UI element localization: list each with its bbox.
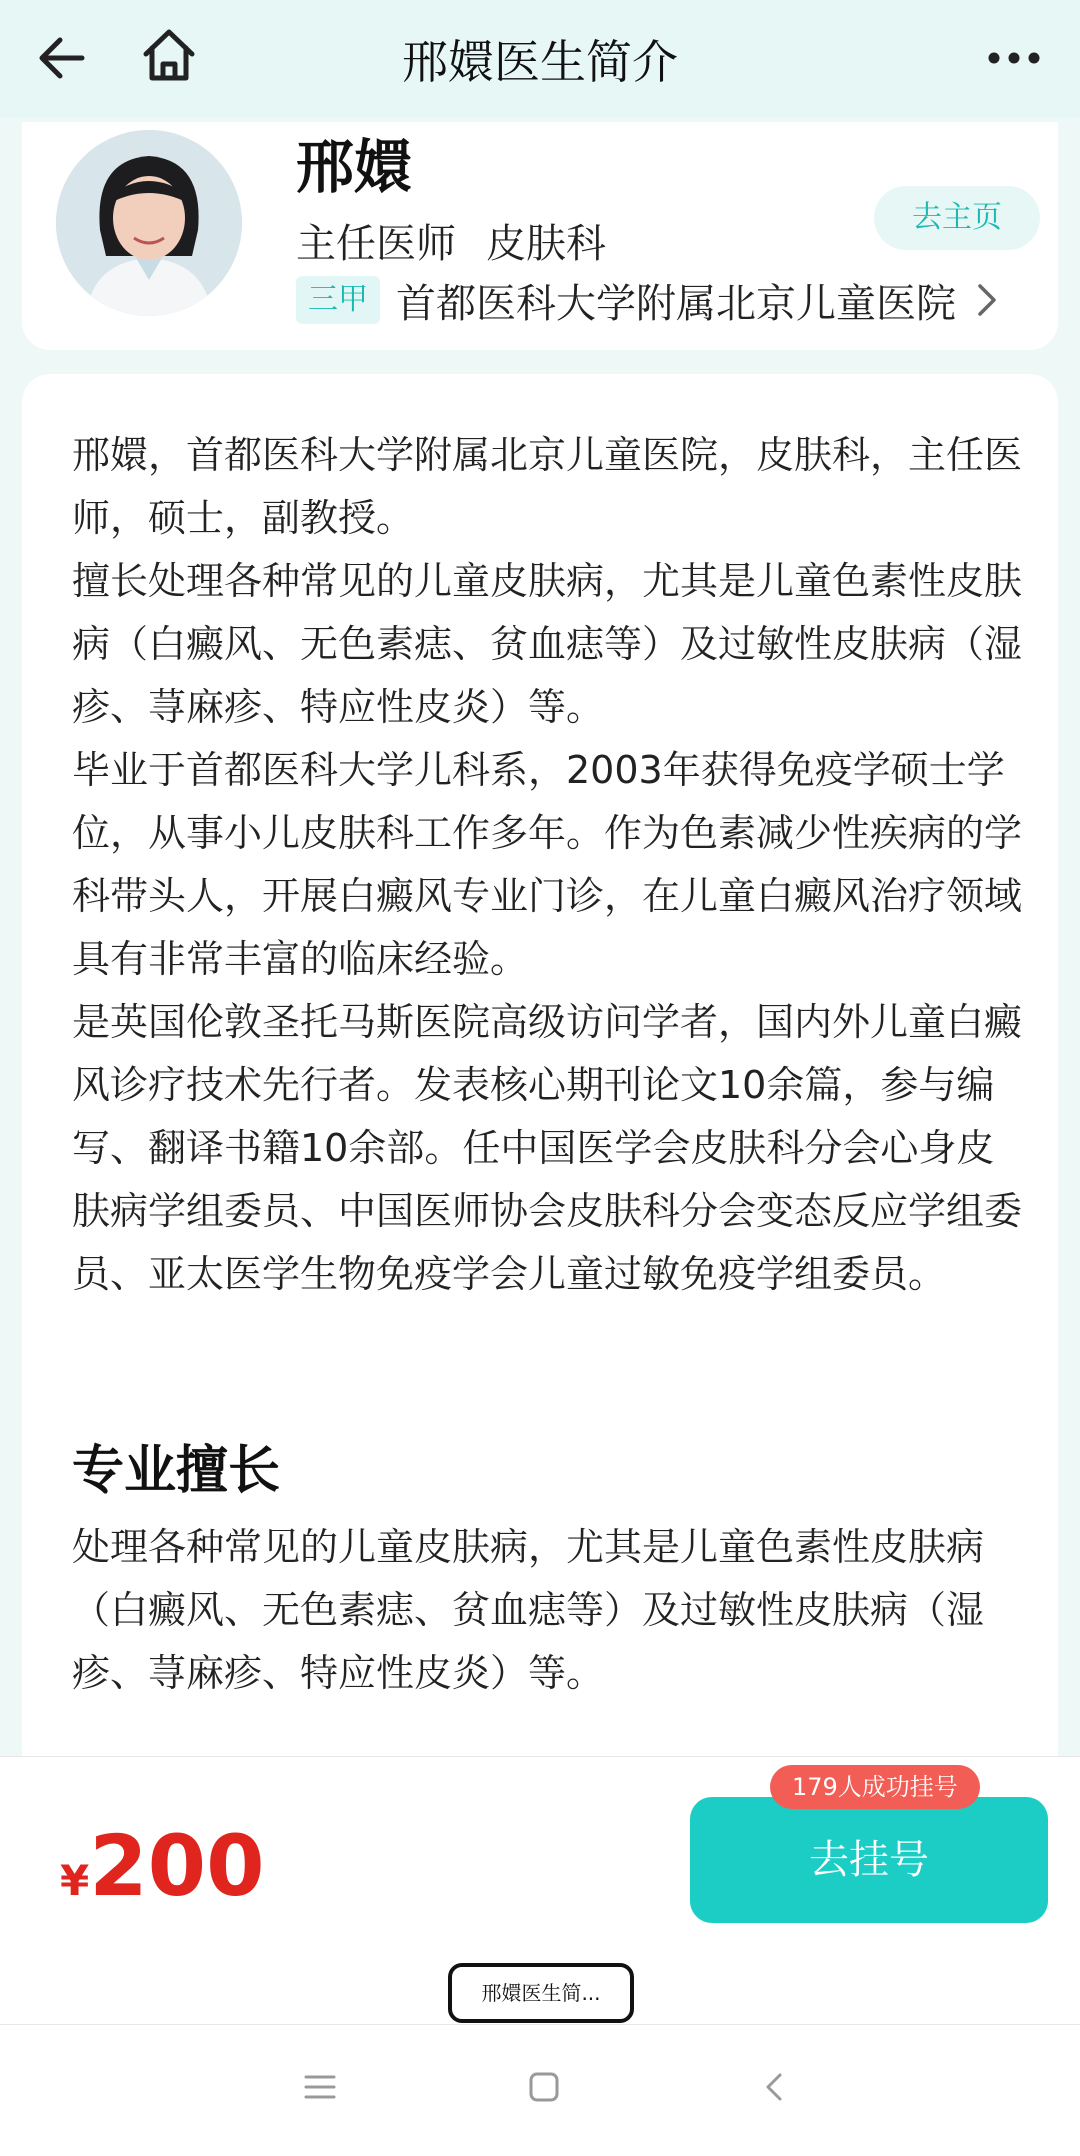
page-title: 邢嬛医生简介 (402, 35, 678, 89)
hospital-level-badge: 三甲 (296, 276, 380, 324)
price-amount: 200 (89, 1817, 265, 1915)
bio-card (22, 374, 1058, 1764)
go-homepage-button[interactable]: 去主页 (874, 186, 1040, 250)
bio-paragraph: 毕业于首都医科大学儿科系，2003年获得免疫学硕士学位，从事小儿皮肤科工作多年。作为色素减少性疾病的学科带头人，开展白癜风专业门诊，在儿童白癜风治疗领域具有非常丰富的临床经验。 (72, 748, 1023, 981)
doctor-position: 主任医师 (296, 221, 456, 267)
doctor-photo-icon (56, 130, 242, 316)
chevron-right-icon[interactable] (972, 282, 1002, 318)
doctor-department: 皮肤科 (486, 221, 606, 267)
doctor-bio (72, 424, 1032, 1306)
doctor-name: 邢嬛 (296, 133, 413, 201)
recent-tab-pill[interactable]: 邢嬛医生简... (448, 1963, 634, 2023)
doctor-title-line (296, 212, 606, 269)
hospital-link[interactable]: 首都医科大学附属北京儿童医院 (396, 281, 956, 327)
system-nav-bar (0, 2024, 1080, 2156)
bio-paragraph: 擅长处理各种常见的儿童皮肤病，尤其是儿童色素性皮肤病（白癜风、无色素痣、贫血痣等）及过敏性皮肤病（湿疹、荨麻疹、特应性皮炎）等。 (72, 559, 1023, 729)
success-count-badge: 179人成功挂号 (770, 1765, 980, 1809)
book-appointment-button[interactable]: 去挂号 (690, 1797, 1048, 1923)
specialty-text: 处理各种常见的儿童皮肤病，尤其是儿童色素性皮肤病（白癜风、无色素痣、贫血痣等）及过敏性皮肤病（湿疹、荨麻疹、特应性皮炎）等。 (72, 1525, 985, 1695)
price-currency: ¥ (60, 1856, 90, 1905)
square-home-icon[interactable] (526, 2069, 562, 2105)
booking-bar (0, 1756, 1080, 2025)
doctor-avatar (56, 130, 242, 316)
specialty-title: 专业擅长 (72, 1441, 281, 1501)
menu-icon[interactable] (302, 2069, 338, 2105)
top-bar (0, 0, 1080, 118)
bio-paragraph: 是英国伦敦圣托马斯医院高级访问学者，国内外儿童白癜风诊疗技术先行者。发表核心期刊论文10余篇，参与编写、翻译书籍10余部。任中国医学会皮肤科分会心身皮肤病学组委员、中国医师协会皮肤科分会变态反应学组委员、亚太医学生物免疫学会儿童过敏免疫学组委员。 (72, 1000, 1023, 1296)
more-dots-icon[interactable] (984, 30, 1044, 86)
nav-back-icon[interactable] (756, 2069, 792, 2105)
doctor-card (22, 122, 1058, 350)
price (60, 1817, 265, 1915)
bio-paragraph: 邢嬛，首都医科大学附属北京儿童医院，皮肤科，主任医师，硕士，副教授。 (72, 433, 1023, 540)
